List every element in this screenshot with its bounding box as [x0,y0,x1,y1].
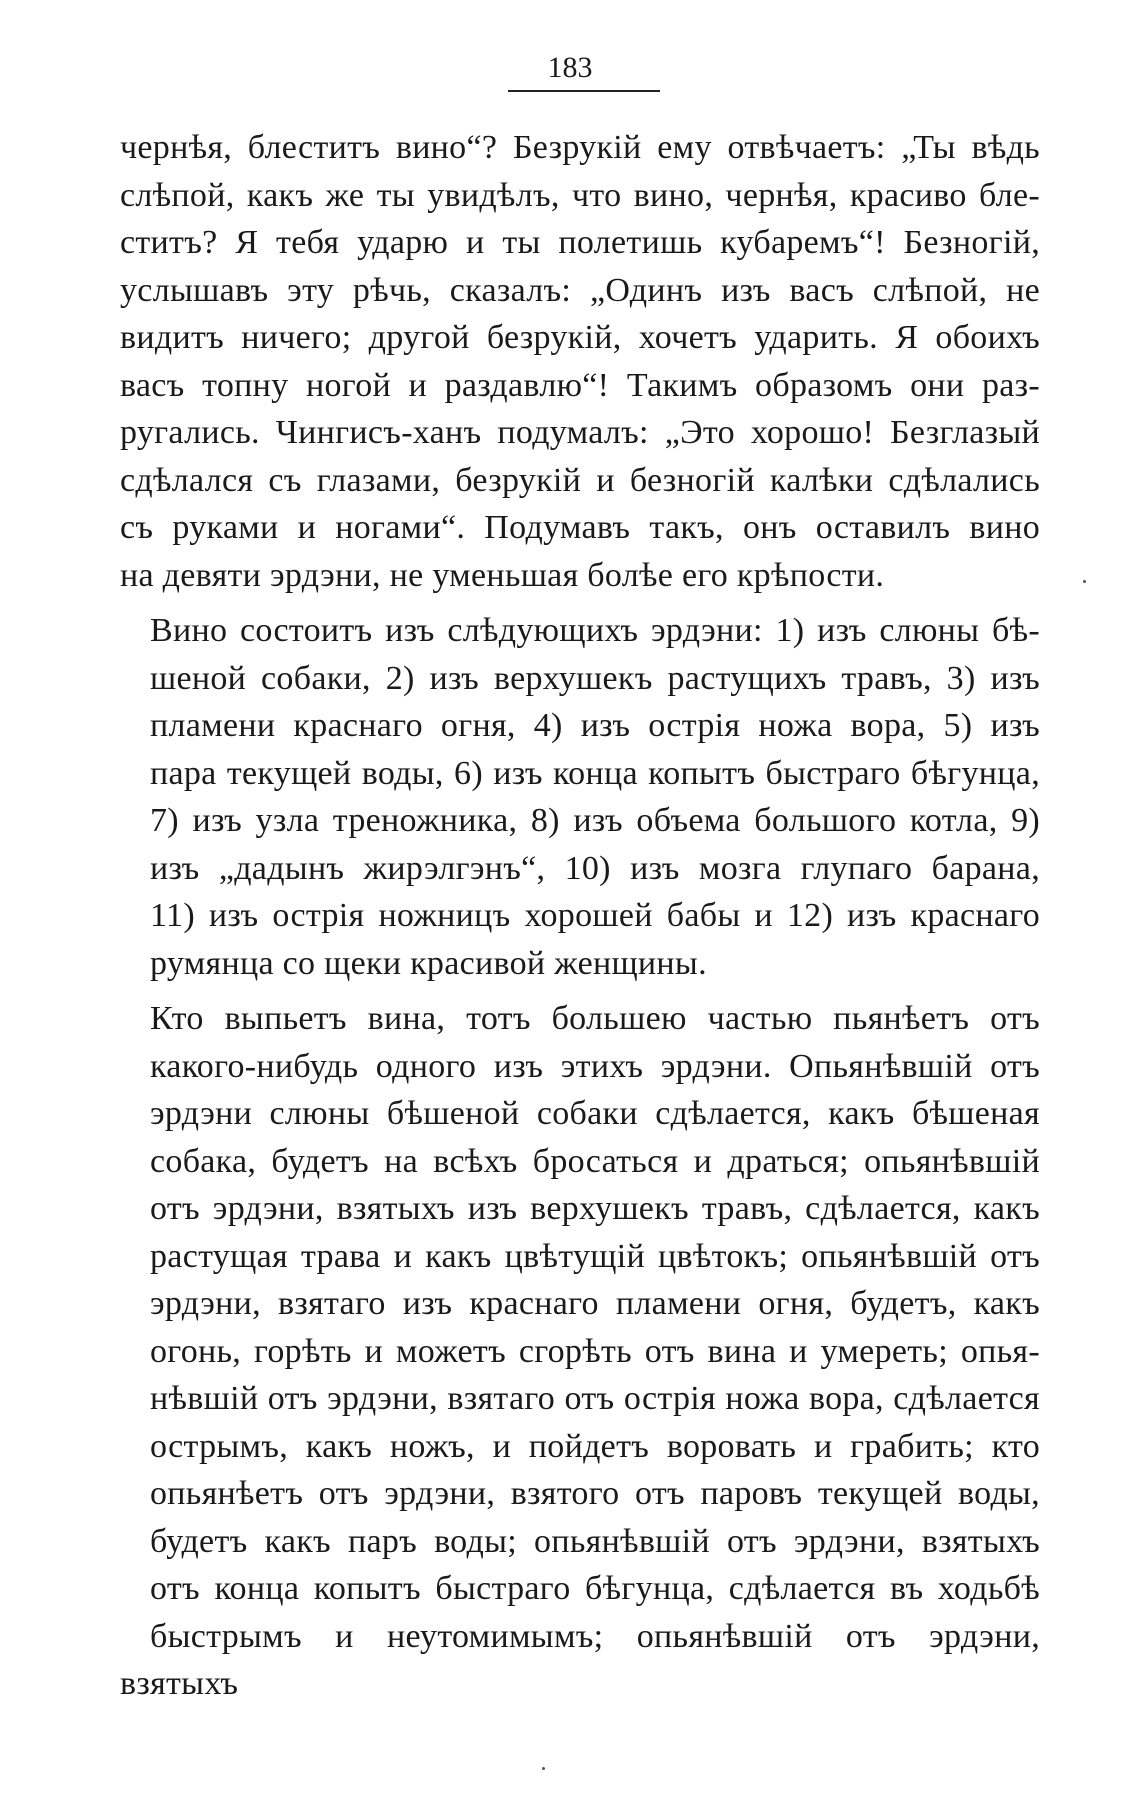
text-line: съ руками и ногами“. Подумавъ такъ, онъ оставилъ вино [120,509,1040,546]
text-line: эрдэни, взятаго изъ краснаго пламени огня, будетъ, какъ [150,1285,1040,1322]
paragraph-3 [120,995,1040,1708]
text-line: пара текущей воды, 6) изъ конца копытъ быстраго бѣгунца, [150,754,1040,792]
text-line: растущая трава и какъ цвѣтущій цвѣтокъ; опьянѣвшій отъ [150,1237,1040,1275]
text-line: румянца со щеки красивой женщины. [150,944,707,982]
text-line: сдѣлался съ глазами, безрукій и безногій калѣки сдѣлались [120,461,1040,499]
page-number-rule [508,90,660,92]
text-line: васъ топну ногой и раздавлю“! Такимъ образомъ они раз- [120,366,1040,404]
text-line: чернѣя, блеститъ вино“? Безрукій ему отвѣчаетъ: „Ты вѣдь [120,129,1040,166]
text-line: отъ эрдэни, взятыхъ изъ верхушекъ травъ, сдѣлается, какъ [150,1190,1040,1227]
text-line: какого-нибудь одного изъ этихъ эрдэни. Опьянѣвшій отъ [150,1047,1040,1085]
text-line: эрдэни слюны бѣшеной собаки сдѣлается, какъ бѣшеная [150,1095,1040,1132]
text-line: Вино состоитъ изъ слѣдующихъ эрдэни: 1) изъ слюны бѣ- [150,612,1040,649]
text-line: 11) изъ острія ножницъ хорошей бабы и 12) изъ краснаго [150,897,1040,934]
text-line: пламени краснаго огня, 4) изъ острія ножа вора, 5) изъ [150,707,1040,744]
paragraph-1 [120,124,1040,599]
text-line: видитъ ничего; другой безрукій, хочетъ ударить. Я обоихъ [120,319,1040,356]
text-line: Кто выпьетъ вина, тотъ большею частью пьянѣетъ отъ [150,1000,1040,1037]
text-line: будетъ какъ паръ воды; опьянѣвшій отъ эрдэни, взятыхъ [150,1522,1040,1560]
text-line: быстрымъ и неутомимымъ; опьянѣвшій отъ эрдэни, взятыхъ [120,1617,1040,1702]
text-line: собака, будетъ на всѣхъ бросаться и драться; опьянѣвшій [150,1142,1040,1180]
text-line: отъ конца копытъ быстраго бѣгунца, сдѣлается въ ходьбѣ [150,1570,1040,1607]
text-line: услышавъ эту рѣчь, сказалъ: „Одинъ изъ васъ слѣпой, не [120,271,1040,309]
page-number: 183 [547,51,593,84]
text-line: ститъ? Я тебя ударю и ты полетишь кубаремъ“! Безногій, [120,224,1040,261]
text-line: огонь, горѣть и можетъ сгорѣть отъ вина и умереть; опья- [150,1332,1040,1370]
paragraph-2 [120,607,1040,987]
text-line: опьянѣетъ отъ эрдэни, взятого отъ паровъ текущей воды, [150,1475,1040,1512]
text-line: изъ „дадынъ жирэлгэнъ“, 10) изъ мозга глупаго барана, [150,849,1040,887]
text-line: на девяти эрдэни, не уменьшая болѣе его крѣпости. [120,556,885,594]
text-line: 7) изъ узла треножника, 8) изъ объема большого котла, 9) [150,802,1040,839]
text-line: слѣпой, какъ же ты увидѣлъ, что вино, чернѣя, красиво бле- [120,176,1040,214]
text-line: нѣвшій отъ эрдэни, взятаго отъ острія ножа вора, сдѣлается [150,1380,1040,1417]
scan-speck [542,1767,545,1770]
scan-speck [1083,580,1086,583]
text-line: шеной собаки, 2) изъ верхушекъ растущихъ травъ, 3) изъ [150,659,1040,697]
text-line: ругались. Чингисъ-ханъ подумалъ: „Это хорошо! Безглазый [120,414,1040,451]
body-text [120,124,1040,1716]
text-line: острымъ, какъ ножъ, и пойдетъ воровать и грабить; кто [150,1427,1040,1465]
